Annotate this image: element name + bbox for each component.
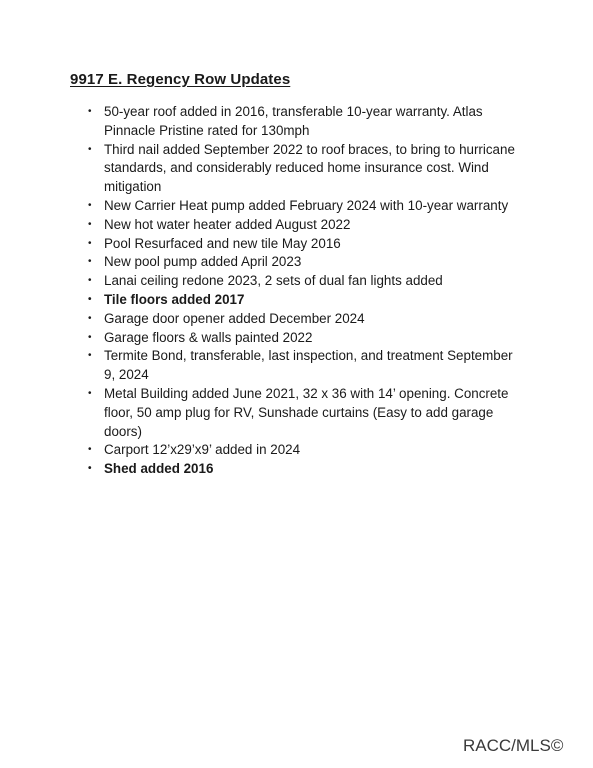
list-item: • Garage door opener added December 2024 <box>86 310 526 329</box>
list-item: • New pool pump added April 2023 <box>86 253 526 272</box>
list-item: • Carport 12’x29’x9’ added in 2024 <box>86 441 526 460</box>
list-item: • Metal Building added June 2021, 32 x 36 with 14’ opening. Concrete floor, 50 amp plug for RV, Sunshade curtains (Easy to add garage doors) <box>86 385 526 441</box>
list-item: • Lanai ceiling redone 2023, 2 sets of dual fan lights added <box>86 272 526 291</box>
list-item: • Garage floors & walls painted 2022 <box>86 329 526 348</box>
mls-watermark: RACC/MLS© <box>463 736 564 755</box>
list-item: • New Carrier Heat pump added February 2024 with 10-year warranty <box>86 197 526 216</box>
list-item: • Shed added 2016 <box>86 460 526 479</box>
updates-list <box>86 103 526 479</box>
list-item: • Third nail added September 2022 to roof braces, to bring to hurricane standards, and considerably reduced home insurance cost. Wind mitigation <box>86 141 526 197</box>
document-title: 9917 E. Regency Row Updates <box>70 71 291 88</box>
list-item: • New hot water heater added August 2022 <box>86 216 526 235</box>
list-item: • Termite Bond, transferable, last inspection, and treatment September 9, 2024 <box>86 347 526 385</box>
list-item: • Pool Resurfaced and new tile May 2016 <box>86 235 526 254</box>
list-item: • Tile floors added 2017 <box>86 291 526 310</box>
list-item: • 50-year roof added in 2016, transferable 10-year warranty. Atlas Pinnacle Pristine rated for 130mph <box>86 103 526 141</box>
